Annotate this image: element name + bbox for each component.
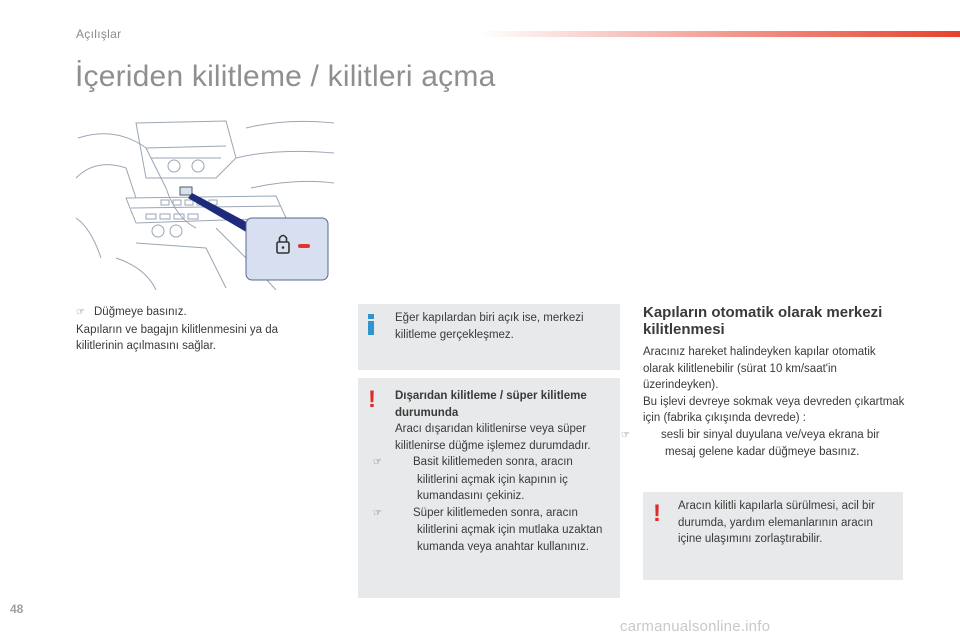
page-number: 48: [10, 602, 24, 616]
left-bullet-text: Düğmeye basınız.: [94, 306, 187, 318]
warning-box-2: [643, 492, 903, 580]
info-box: [358, 304, 620, 370]
section-heading: Kapıların otomatik olarak merkezi kilitlenmesi: [643, 304, 883, 338]
warning-icon: !: [368, 386, 376, 413]
watermark: carmanualsonline.info: [620, 618, 771, 635]
right-paragraph-1: Aracınız hareket halindeyken kapılar otomatik olarak kilitlenebilir (sürat 10 km/saat'in üzerindeyken).: [643, 346, 876, 391]
right-bullet: sesli bir sinyal duyulana ve/veya ekrana bir mesaj gelene kadar düğmeye basınız.: [661, 428, 880, 458]
led-indicator: [298, 244, 310, 248]
bullet-marker: ☞: [373, 457, 382, 468]
section-label: Açılışlar: [76, 27, 122, 41]
info-text: Eğer kapılardan biri açık ise, merkezi kilitleme gerçekleşmez.: [395, 312, 584, 341]
warning-bullet-2: Süper kilitlemeden sonra, aracın kilitlerini açmak için mutlaka uzaktan kumanda veya anahtar kullanınız.: [413, 506, 603, 553]
right-paragraph-2: Bu işlevi devreye sokmak veya devreden çıkartmak için (fabrika çıkışında devrede) :: [643, 395, 905, 424]
warning-icon: !: [653, 500, 661, 527]
bullet-marker: ☞: [76, 307, 85, 318]
warning-2-text: Aracın kilitli kapılarla sürülmesi, acil bir durumda, yardım elemanlarının aracın içine ulaşımını zorlaştırabilir.: [678, 500, 875, 545]
bullet-marker: ☞: [621, 429, 630, 441]
left-column: [76, 304, 316, 355]
bullet-marker: ☞: [373, 507, 382, 519]
left-paragraph: Kapıların ve bagajın kilitlenmesini ya da kilitlerinin açılmasını sağlar.: [76, 323, 279, 352]
warning-heading: Dışarıdan kilitleme / süper kilitleme durumunda: [395, 390, 587, 419]
warning-box: [358, 378, 620, 598]
right-column: [621, 344, 905, 461]
warning-bullet-1: Basit kilitlemeden sonra, aracın kilitlerini açmak için kapının iç kumandasını çekiniz.: [413, 456, 573, 502]
header-accent-bar: [480, 31, 960, 37]
page-title: İçeriden kilitleme / kilitleri açma: [75, 60, 496, 93]
warning-content: [373, 388, 611, 555]
warning-text: Aracı dışarıdan kilitlenirse veya süper kilitlenirse düğme işlemez durumdadır.: [395, 423, 591, 452]
info-icon: [368, 314, 376, 335]
dashboard-illustration: [76, 118, 336, 290]
